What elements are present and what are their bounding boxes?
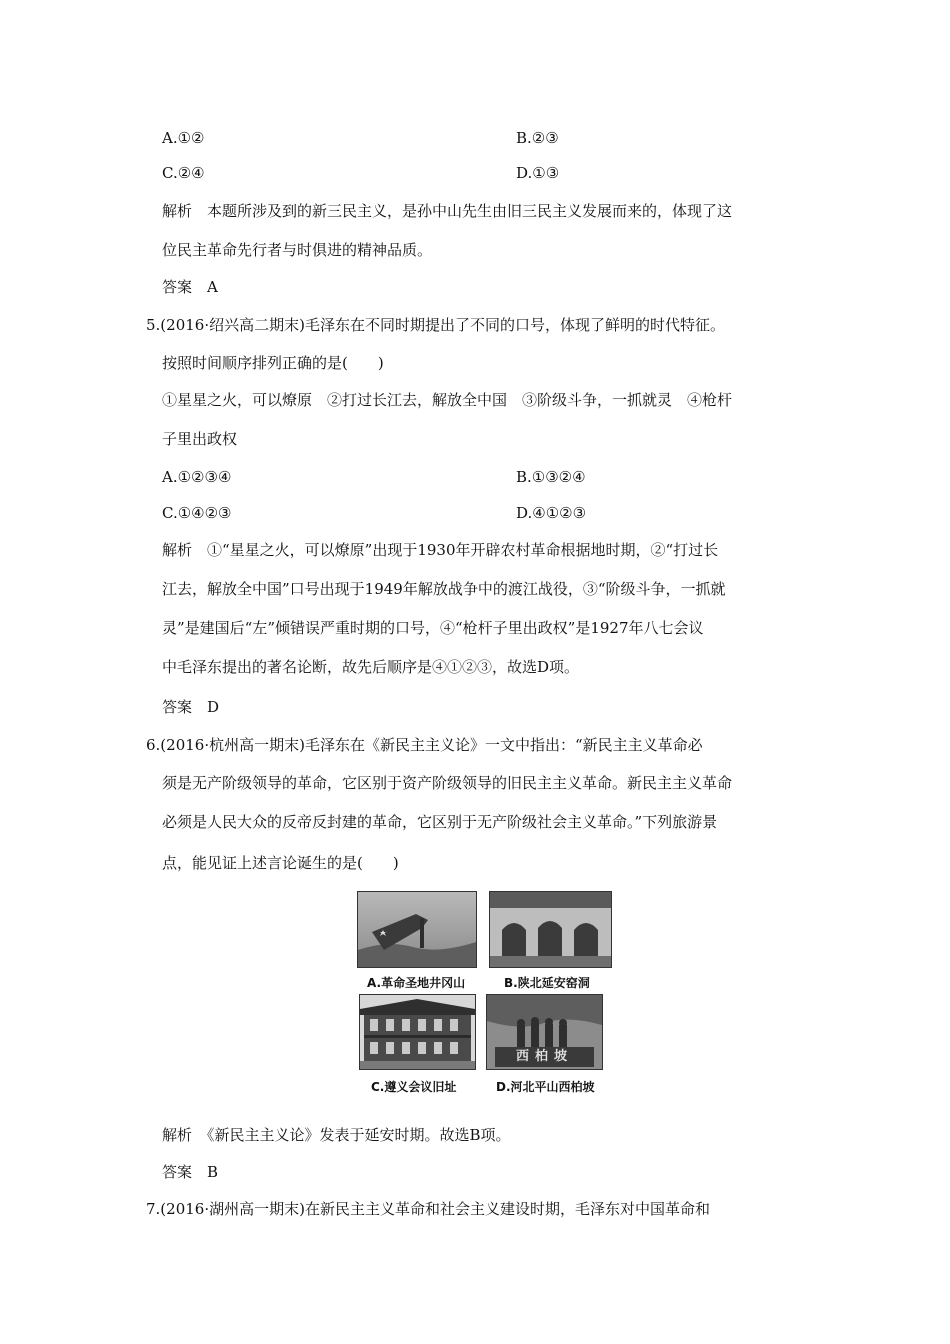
q5-stem-line: 按照时间顺序排列正确的是( ) [162,354,384,372]
q5-stem-line: 5.(2016·绍兴高二期末)毛泽东在不同时期提出了不同的口号，体现了鲜明的时代特征。 [146,316,725,334]
q6-analysis-line: 解析 《新民主主义论》发表于延安时期。故选B项。 [162,1126,511,1144]
q6-answer: 答案 B [162,1163,219,1181]
q6-stem-line: 须是无产阶级领导的革命，它区别于资产阶级领导的旧民主主义革命。新民主主义革命 [162,774,733,792]
q5-items-line: ①星星之火，可以燎原 ②打过长江去，解放全中国 ③阶级斗争，一抓就灵 ④枪杆 [162,391,733,409]
q4-option-b: B.②③ [516,129,559,147]
photo-jinggangshan [357,891,477,968]
q5-analysis-line: 灵”是建国后“左”倾错误严重时期的口号，④“枪杆子里出政权”是1927年八七会议 [162,619,704,637]
q5-option-a: A.①②③④ [162,468,232,486]
q5-option-b: B.①③②④ [516,468,586,486]
q5-option-c: C.①④②③ [162,504,232,522]
photo-yanan-caves [489,891,612,968]
photo-xibaipo [486,994,603,1070]
q6-stem-line: 必须是人民大众的反帝反封建的革命，它区别于无产阶级社会主义革命。”下列旅游景 [162,813,718,831]
q5-analysis-line: 解析 ①“星星之火，可以燎原”出现于1930年开辟农村革命根据地时期，②“打过长 [162,541,719,559]
q5-analysis-line: 江去，解放全中国”口号出现于1949年解放战争中的渡江战役，③“阶级斗争，一抓就 [162,580,726,598]
q4-option-d: D.①③ [516,164,560,182]
q4-analysis-line: 解析 本题所涉及到的新三民主义，是孙中山先生由旧三民主义发展而来的，体现了这 [162,202,733,220]
q4-analysis-line: 位民主革命先行者与时俱进的精神品质。 [162,241,433,259]
q5-option-d: D.④①②③ [516,504,587,522]
q5-analysis-line: 中毛泽东提出的著名论断，故先后顺序是④①②③，故选D项。 [162,658,580,676]
q4-option-c: C.②④ [162,164,205,182]
q6-stem-line: 6.(2016·杭州高一期末)毛泽东在《新民主主义论》一文中指出：“新民主主义革命必 [146,736,703,754]
q4-answer: 答案 A [162,278,218,296]
q7-stem-line: 7.(2016·湖州高一期末)在新民主主义革命和社会主义建设时期，毛泽东对中国革命和 [146,1200,710,1218]
xibaipo-sign-text: 西柏坡 [515,1049,573,1064]
q4-option-a: A.①② [162,129,205,147]
photo-d-caption: D.河北平山西柏坡 [496,1080,595,1094]
q5-answer: 答案 D [162,698,220,716]
photo-a-caption: A.革命圣地井冈山 [367,976,466,990]
photo-b-caption: B.陕北延安窑洞 [504,976,590,990]
photo-zunyi-site [359,994,476,1070]
q5-items-line: 子里出政权 [162,430,238,448]
q6-stem-line: 点，能见证上述言论诞生的是( ) [162,854,399,872]
photo-c-caption: C.遵义会议旧址 [371,1080,457,1094]
